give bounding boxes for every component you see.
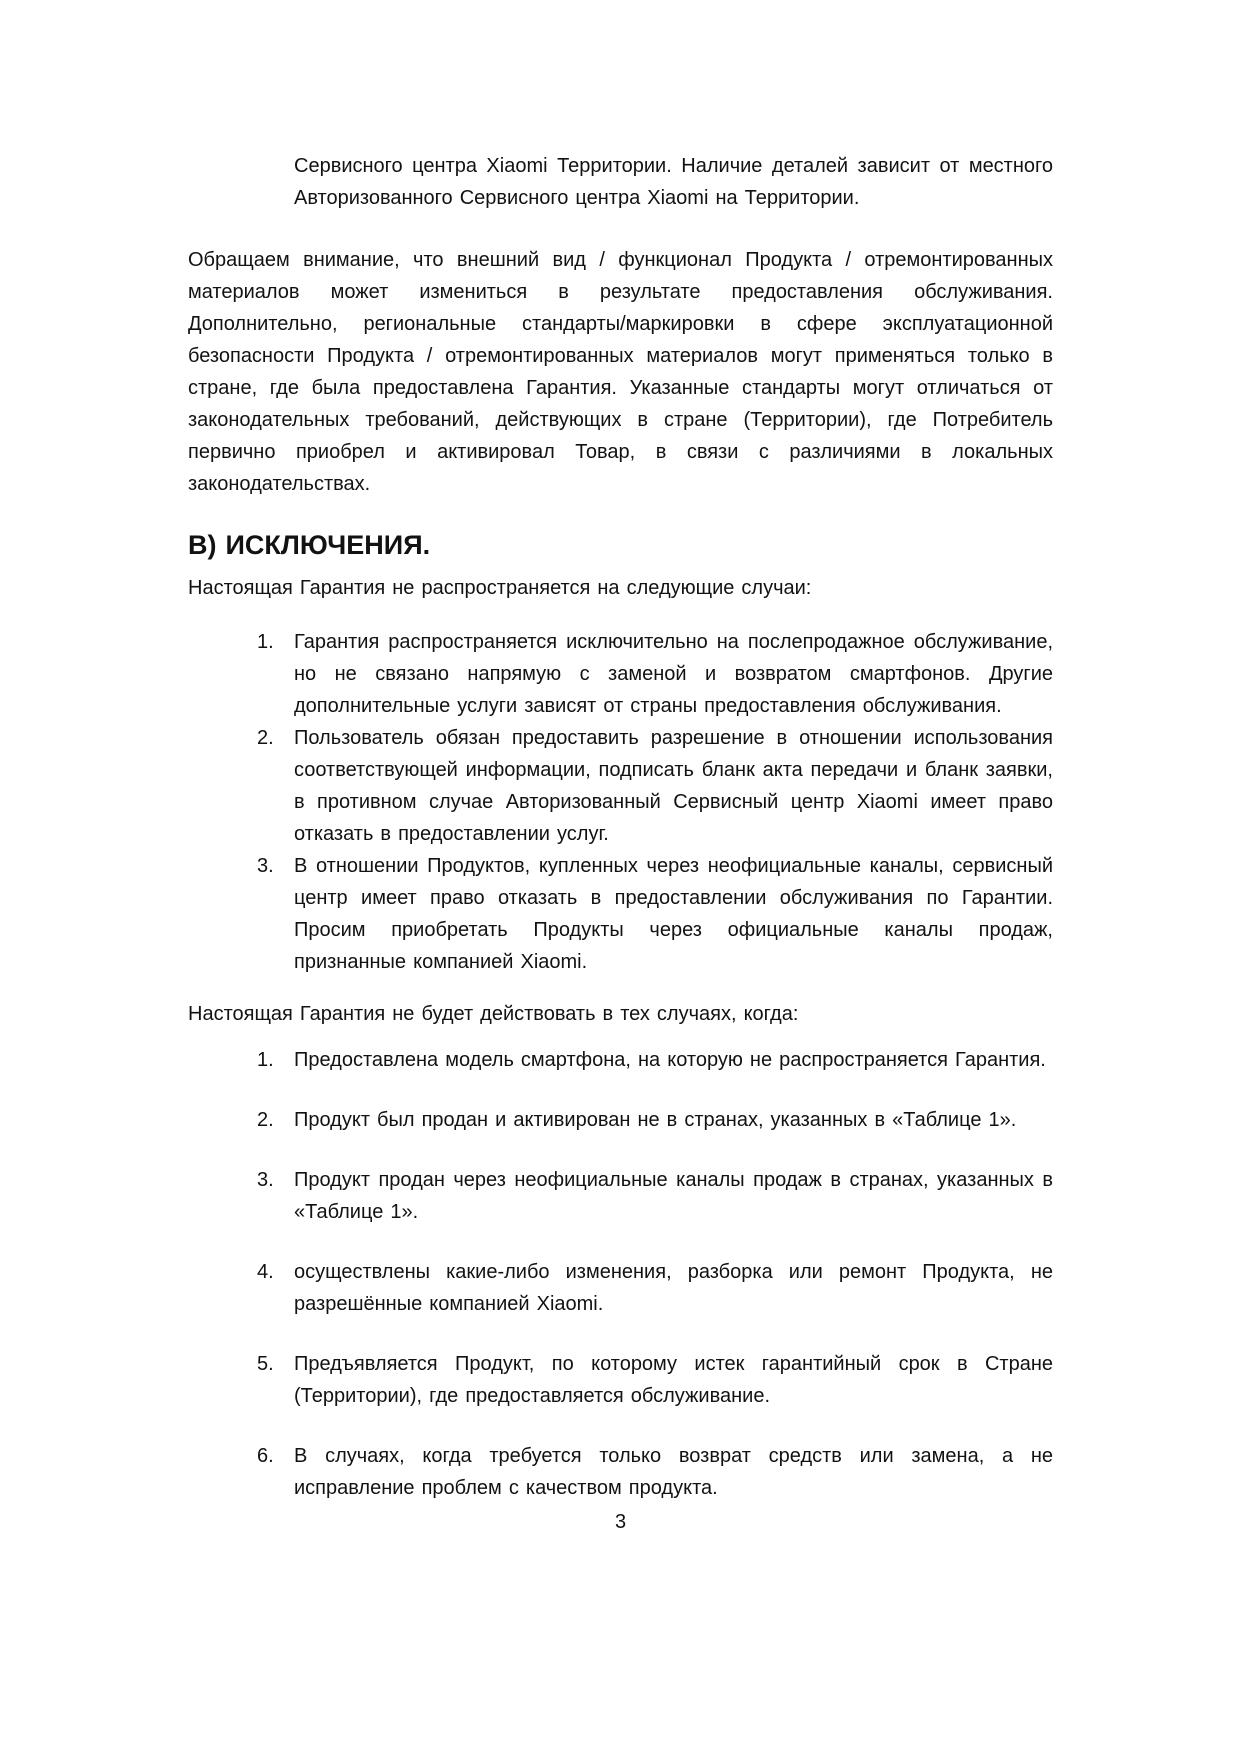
list-item-number: 2. — [257, 1109, 274, 1131]
list-item-number: 6. — [257, 1445, 274, 1467]
list-item-text: Гарантия распространяется исключительно на послепродажное обслуживание, но не связано напрямую с заменой и возвратом смартфонов. Другие дополнительные услуги зависят от страны предоставления обслуживания. — [294, 631, 1053, 717]
list-item — [188, 722, 1053, 850]
list-item — [188, 1044, 1053, 1076]
continuation-paragraph: Сервисного центра Xiaomi Территории. Наличие деталей зависит от местного Авторизованного Сервисного центра Xiaomi на Территории. — [294, 155, 1053, 209]
list-item-number: 4. — [257, 1261, 274, 1283]
page-number: 3 — [614, 1511, 627, 1533]
list-item-text: В случаях, когда требуется только возврат средств или замена, а не исправление проблем с качеством продукта. — [294, 1445, 1053, 1499]
list-item-number: 3. — [257, 1169, 274, 1191]
notice-paragraph: Обращаем внимание, что внешний вид / функционал Продукта / отремонтированных материалов может измениться в результате предоставления обслуживания. Дополнительно, региональные стандарты/маркировки в сфере эксплуатационной безопасности Продукта / отремонтированных материалов могут применяться только в стране, где была предоставлена Гарантия. Указанные стандарты могут отличаться от законодательных требований, действующих в стране (Территории), где Потребитель первично приобрел и активировал Товар, в связи с различиями в локальных законодательствах. — [188, 249, 1053, 495]
list-item — [188, 850, 1053, 978]
list-item-number: 5. — [257, 1353, 274, 1375]
list-item-text: Предъявляется Продукт, по которому истек гарантийный срок в Стране (Территории), где предоставляется обслуживание. — [294, 1353, 1053, 1407]
exclusions-intro: Настоящая Гарантия не распространяется на следующие случаи: — [188, 577, 812, 599]
list-item-text: Продукт был продан и активирован не в странах, указанных в «Таблице 1». — [294, 1109, 1017, 1131]
section-heading: В) ИСКЛЮЧЕНИЯ. — [188, 530, 431, 560]
list-item — [188, 1348, 1053, 1412]
void-intro: Настоящая Гарантия не будет действовать в тех случаях, когда: — [188, 1003, 799, 1025]
list-item-text: Пользователь обязан предоставить разрешение в отношении использования соответствующей информации, подписать бланк акта передачи и бланк заявки, в противном случае Авторизованный Сервисный центр Xiaomi имеет право отказать в предоставлении услуг. — [294, 727, 1053, 845]
list-item — [188, 1164, 1053, 1228]
void-cases-list — [188, 1044, 1053, 1504]
list-item-text: осуществлены какие-либо изменения, разборка или ремонт Продукта, не разрешённые компанией Xiaomi. — [294, 1261, 1053, 1315]
exclusions-list — [188, 626, 1053, 978]
list-item-number: 3. — [257, 855, 274, 877]
list-item-text: Продукт продан через неофициальные каналы продаж в странах, указанных в «Таблице 1». — [294, 1169, 1053, 1223]
list-item — [188, 1256, 1053, 1320]
list-item — [188, 1440, 1053, 1504]
list-item-text: В отношении Продуктов, купленных через неофициальные каналы, сервисный центр имеет право отказать в предоставлении обслуживания по Гарантии. Просим приобретать Продукты через официальные каналы продаж, признанные компанией Xiaomi. — [294, 855, 1053, 973]
list-item-number: 2. — [257, 727, 274, 749]
list-item-number: 1. — [257, 631, 274, 653]
list-item-text: Предоставлена модель смартфона, на которую не распространяется Гарантия. — [294, 1049, 1046, 1071]
list-item — [188, 1104, 1053, 1136]
list-item — [188, 626, 1053, 722]
list-item-number: 1. — [257, 1049, 274, 1071]
